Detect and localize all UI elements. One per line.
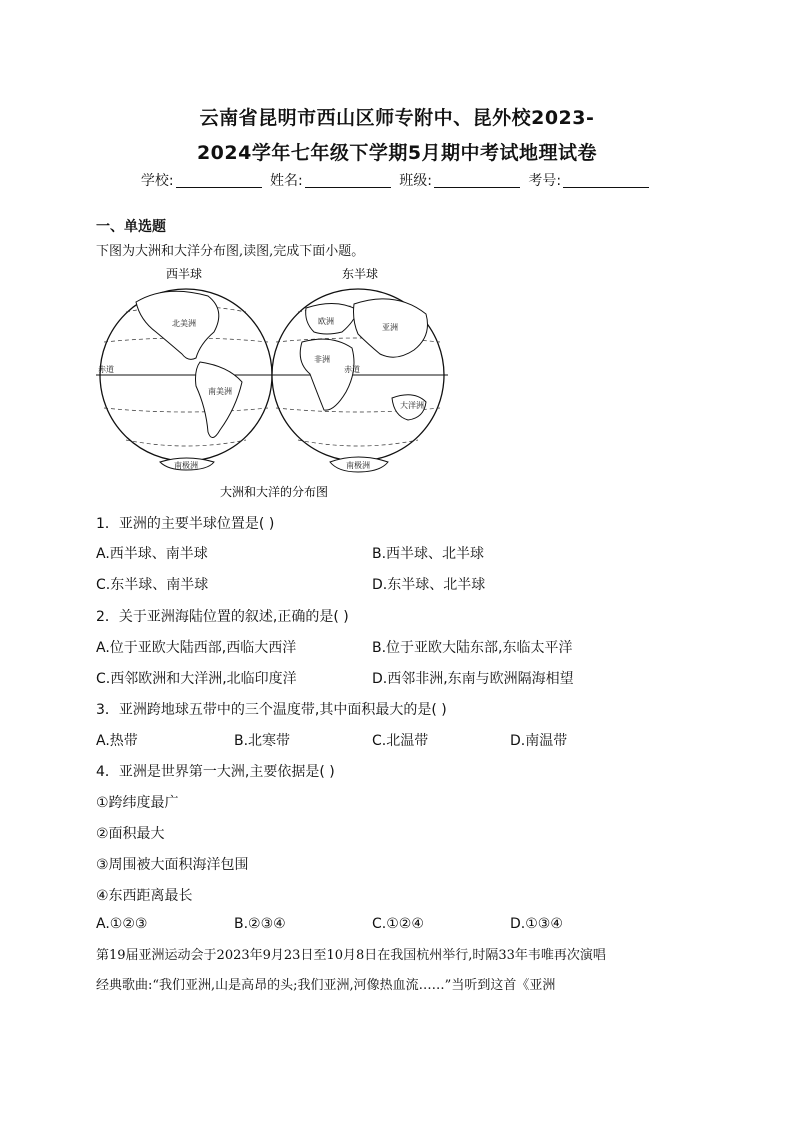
class-blank: [434, 173, 520, 188]
question-4-stem: 4．亚洲是世界第一大洲,主要依据是( ): [96, 764, 335, 780]
south-america-label: 南美洲: [208, 387, 232, 396]
exam-number-blank: [563, 173, 649, 188]
q4-item-2: ②面积最大: [96, 826, 165, 842]
q4-option-b[interactable]: B.②③④: [234, 916, 286, 932]
q1-option-b[interactable]: B.西半球、北半球: [372, 546, 485, 562]
q4-item-1: ①跨纬度最广: [96, 795, 179, 811]
europe-label: 欧洲: [318, 317, 334, 326]
class-label: 班级:: [399, 173, 432, 189]
section-heading: 一、单选题: [96, 219, 166, 235]
hemispheres-map: [96, 262, 456, 502]
school-label: 学校:: [140, 173, 174, 189]
map-intro-text: 下图为大洲和大洋分布图,读图,完成下面小题。: [96, 244, 365, 259]
question-3-stem: 3．亚洲跨地球五带中的三个温度带,其中面积最大的是( ): [96, 702, 447, 718]
world-map-figure: [96, 262, 456, 502]
west-equator-label: 赤道: [98, 365, 114, 374]
exam-number-label: 考号:: [528, 173, 562, 189]
west-hemisphere-title: 西半球: [165, 267, 203, 281]
q2-option-a[interactable]: A.位于亚欧大陆西部,西临大西洋: [96, 640, 297, 656]
map-caption: 大洲和大洋的分布图: [219, 485, 329, 499]
passage-line-1: 第19届亚洲运动会于2023年9月23日至10月8日在我国杭州举行,时隔33年韦唯再次演唱: [96, 948, 606, 963]
school-blank: [176, 173, 262, 188]
q4-option-d[interactable]: D.①③④: [510, 916, 563, 932]
east-equator-label: 赤道: [344, 365, 360, 374]
q3-option-d[interactable]: D.南温带: [510, 733, 568, 749]
q3-option-a[interactable]: A.热带: [96, 733, 138, 749]
q4-option-a[interactable]: A.①②③: [96, 916, 148, 932]
oceania-label: 大洋洲: [400, 401, 424, 410]
east-hemisphere-title: 东半球: [341, 267, 379, 281]
q2-option-d[interactable]: D.西邻非洲,东南与欧洲隔海相望: [372, 671, 574, 687]
q4-item-4: ④东西距离最长: [96, 888, 193, 904]
passage-line-2: 经典歌曲:“我们亚洲,山是高昂的头;我们亚洲,河像热血流……”当听到这首《亚洲: [96, 978, 556, 993]
q1-option-a[interactable]: A.西半球、南半球: [96, 546, 208, 562]
q3-option-b[interactable]: B.北寒带: [234, 733, 291, 749]
student-info-row: [0, 170, 794, 190]
north-america-label: 北美洲: [172, 319, 196, 328]
q4-item-3: ③周围被大面积海洋包围: [96, 857, 249, 873]
q1-option-c[interactable]: C.东半球、南半球: [96, 577, 209, 593]
question-1-stem: 1．亚洲的主要半球位置是( ): [96, 516, 275, 532]
west-antarctica-label: 南极洲: [174, 461, 198, 470]
q2-option-b[interactable]: B.位于亚欧大陆东部,东临太平洋: [372, 640, 573, 656]
q3-option-c[interactable]: C.北温带: [372, 733, 429, 749]
q1-option-d[interactable]: D.东半球、北半球: [372, 577, 486, 593]
passage-text: [96, 941, 706, 1001]
q2-option-c[interactable]: C.西邻欧洲和大洋洲,北临印度洋: [96, 671, 297, 687]
name-blank: [305, 173, 391, 188]
east-antarctica-label: 南极洲: [346, 461, 370, 470]
q4-option-c[interactable]: C.①②④: [372, 916, 424, 932]
exam-title-line1: 云南省昆明市西山区师专附中、昆外校2023-: [199, 107, 595, 129]
question-2-stem: 2．关于亚洲海陆位置的叙述,正确的是( ): [96, 609, 349, 625]
africa-label: 非洲: [314, 355, 330, 364]
exam-title-line2: 2024学年七年级下学期5月期中考试地理试卷: [196, 142, 598, 164]
asia-label: 亚洲: [382, 323, 398, 332]
name-label: 姓名:: [270, 173, 303, 189]
